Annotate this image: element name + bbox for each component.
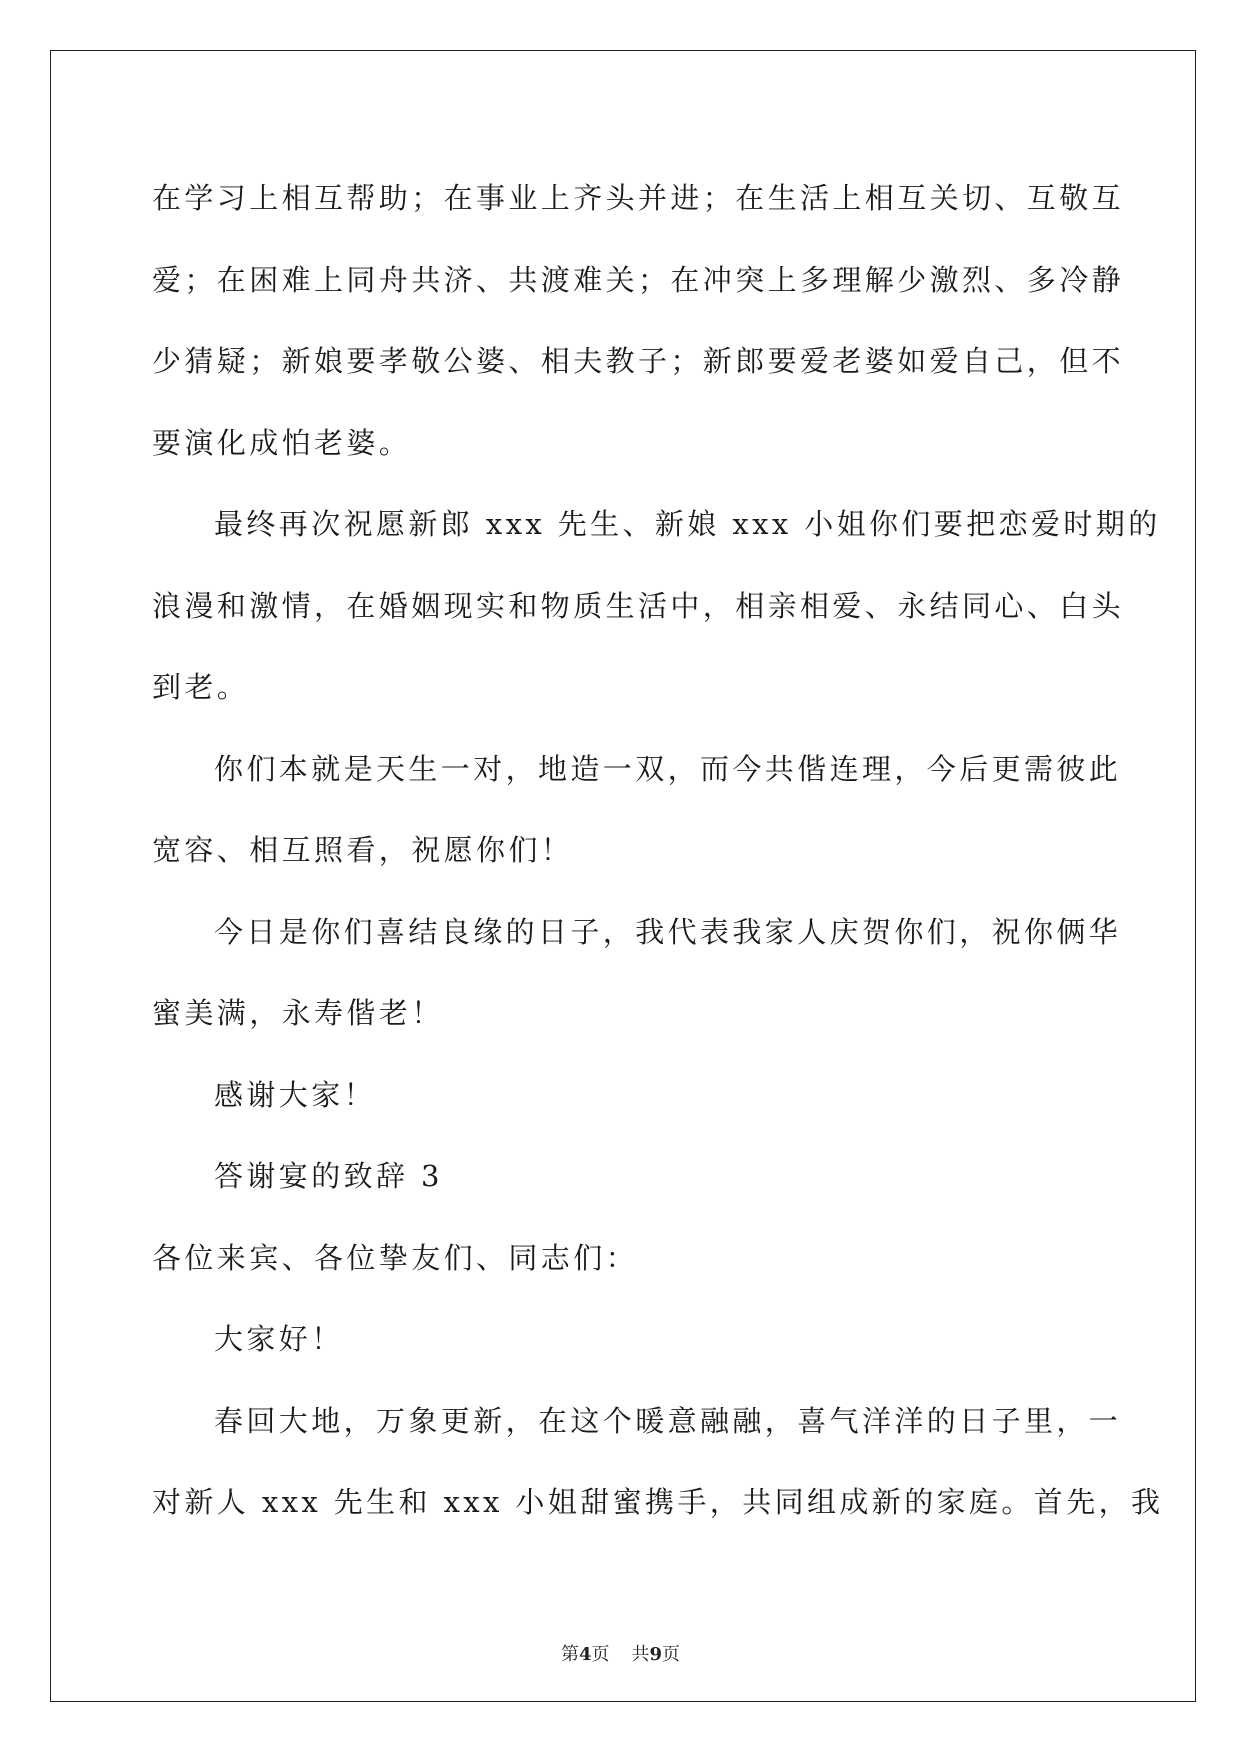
text-line: 你们本就是天生一对，地造一双，而今共偕连理，今后更需彼此 bbox=[214, 751, 1122, 786]
page-total: 9 bbox=[649, 1644, 663, 1665]
text-line: 浪漫和激情，在婚姻现实和物质生活中，相亲相爱、永结同心、白头 bbox=[152, 588, 1125, 623]
paragraph-4 bbox=[152, 892, 1122, 1055]
text-line: 感谢大家！ bbox=[214, 1077, 377, 1112]
text-line: 少猜疑；新娘要孝敬公婆、相夫教子；新郎要爱老婆如爱自己，但不 bbox=[152, 344, 1125, 378]
document-body bbox=[152, 158, 1164, 1544]
text-line: 要演化成怕老婆。 bbox=[152, 425, 412, 460]
text-line: 大家好！ bbox=[214, 1322, 344, 1356]
greeting bbox=[152, 1299, 1090, 1381]
salutation bbox=[152, 1218, 1090, 1300]
page-suffix: 页 bbox=[591, 1644, 610, 1665]
total-prefix: 共 bbox=[631, 1644, 650, 1665]
text-line: 对新人 xxx 先生和 xxx 小姐甜蜜携手，共同组成新的家庭。首先，我 bbox=[152, 1485, 1164, 1519]
text-line: 今日是你们喜结良缘的日子，我代表我家人庆贺你们，祝你俩华 bbox=[214, 914, 1122, 949]
paragraph-3 bbox=[152, 729, 1122, 892]
text-line: 宽容、相互照看，祝愿你们！ bbox=[152, 833, 574, 867]
text-line: 蜜美满，永寿偕老！ bbox=[152, 996, 444, 1030]
page-current: 4 bbox=[578, 1644, 592, 1665]
text-line: 到老。 bbox=[152, 670, 250, 704]
text-line: 答谢宴的致辞 3 bbox=[214, 1159, 443, 1193]
text-line: 爱；在困难上同舟共济、共渡难关；在冲突上多理解少激烈、多冷静 bbox=[152, 262, 1125, 297]
page-prefix: 第 bbox=[560, 1644, 579, 1665]
text-line: 最终再次祝愿新郎 xxx 先生、新娘 xxx 小姐你们要把恋爱时期的 bbox=[214, 507, 1161, 541]
paragraph-1 bbox=[152, 158, 1125, 484]
section-heading bbox=[152, 1136, 1090, 1218]
text-line: 在学习上相互帮助；在事业上齐头并进；在生活上相互关切、互敬互 bbox=[152, 181, 1125, 215]
paragraph-2 bbox=[152, 484, 1161, 729]
paragraph-9 bbox=[152, 1381, 1164, 1544]
total-suffix: 页 bbox=[662, 1644, 681, 1665]
paragraph-5 bbox=[152, 1055, 1090, 1137]
text-line: 各位来宾、各位挚友们、同志们： bbox=[152, 1240, 639, 1275]
page-footer bbox=[0, 1640, 1241, 1666]
text-line: 春回大地，万象更新，在这个暖意融融，喜气洋洋的日子里，一 bbox=[214, 1403, 1122, 1438]
